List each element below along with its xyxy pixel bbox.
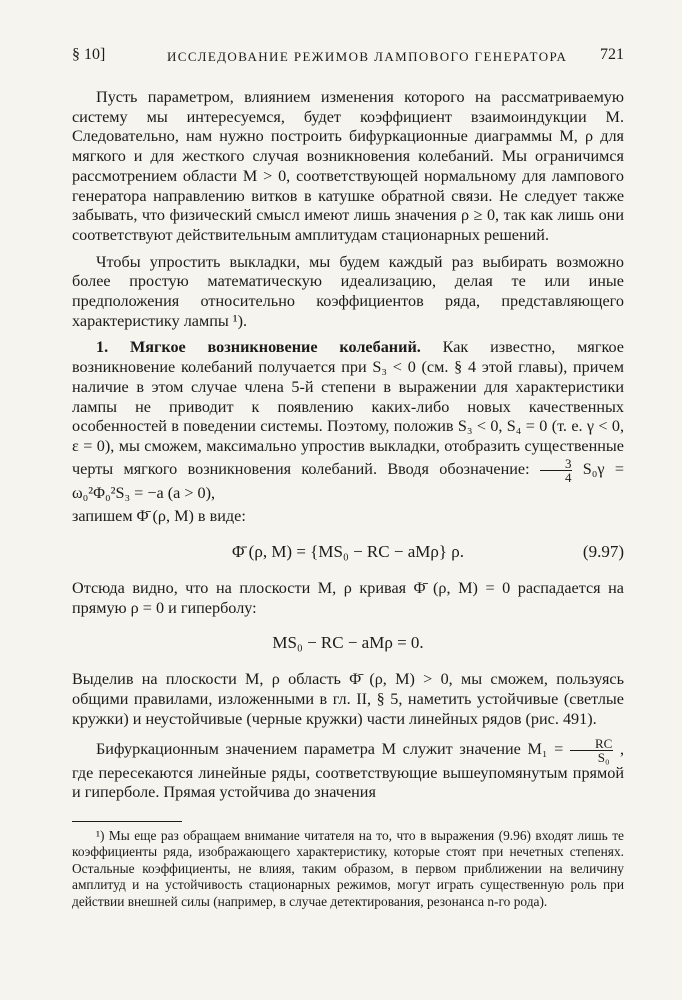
page-number: 721 <box>600 46 624 63</box>
equation-hyperbola <box>72 632 624 654</box>
equation-9-97 <box>72 541 624 563</box>
paragraph-3-end: запишем Φ̄ (ρ, M) в виде: <box>72 507 246 526</box>
page-body <box>72 88 624 910</box>
paragraph-5: Выделив на плоскости M, ρ область Φ̄ (ρ, M) > 0, мы сможем, пользуясь общими правилами, изложенными в гл. II, § 5, наметить устойчивые (светлые кружки) и неустойчивые (черные кружки) части линейных рядов (рис. 491). <box>72 670 624 728</box>
paragraph-2: Чтобы упростить выкладки, мы будем каждый раз выбирать возможно более простую математическую идеализацию, делая те или иные предположения относительно коэффициентов ряда, представляющего характеристику лампы ¹). <box>72 252 624 330</box>
paragraph-3-text: Как известно, мягкое возникновение колебаний получается при S₃ < 0 (см. § 4 этой главы), причем наличие в этом случае члена 5-й степени в выражении для характеристики лампы не приводит к появлению каких-либо новых качественных особенностей в поведении системы. Поэтому, положив S₃ < 0, S₄ = 0 (т. е. γ < 0, ε = 0), мы сможем, максимально упростив выкладки, отобразить существенные черты мягкого возникновения колебаний. Вводя обозначение: <box>72 338 624 478</box>
running-title: ИССЛЕДОВАНИЕ РЕЖИМОВ ЛАМПОВОГО ГЕНЕРАТОРА <box>167 49 568 64</box>
paragraph-4: Отсюда видно, что на плоскости M, ρ кривая Φ̄ (ρ, M) = 0 распадается на прямую ρ = 0 и гиперболу: <box>72 579 624 617</box>
fraction-rc-s0: $\frac{RC}{\text{S₀}}$ <box>570 737 613 764</box>
equation-9-97-body: Φ̄ (ρ, M) = {MS₀ − RC − aMρ} ρ. <box>232 542 464 562</box>
section-ref: § 10] <box>72 46 106 63</box>
fraction-three-quarters: $\frac{3}{4}$ <box>540 457 573 484</box>
inline-formula: S₀γ = ω₀²Φ₀²S₃ = −a (a > 0), <box>72 459 624 502</box>
paragraph-6-end: , где пересекаются линейные ряды, соответствующие вышеупомянутым прямой и гиперболе. Прямая устойчива до значения <box>72 739 625 802</box>
paragraph-3 <box>72 338 624 503</box>
equation-hyperbola-body: MS₀ − RC − aMρ = 0. <box>272 633 424 653</box>
running-header <box>72 46 624 68</box>
paragraph-6 <box>72 737 624 803</box>
paragraph-1: Пусть параметром, влиянием изменения которого на рассматриваемую систему мы интересуемся, будет коэффициент взаимоиндукции M. Следовательно, нам нужно построить бифуркационные диаграммы M, ρ для мягкого и для жесткого случая возникновения колебаний. Мы ограничимся рассмотрением области M > 0, соответствующей нормальному для лампового генератора направлению витков в катушке обратной связи. Не следует также забывать, что физический смысл имеют лишь значения ρ ≥ 0, так как лишь они соответствуют действительным амплитудам стационарных решений. <box>72 88 624 244</box>
subsection-heading: 1. Мягкое возникновение колебаний. <box>96 338 421 357</box>
footnote: ¹) Мы еще раз обращаем внимание читателя на то, что в выражения (9.96) входят лишь те коэффициенты ряда, изображающего характеристику, которые стоят при нечетных степенях. Остальные коэффициенты, не влияя, таким образом, в первом приближении на величину амплитуд и на устойчивость стационарных режимов, могут играть существенную роль при действии внешней силы (например, в случае детектирования, резонанса n-го рода). <box>72 827 624 909</box>
paragraph-6-start: Бифуркационным значением параметра M служит значение M₁ = <box>96 739 564 758</box>
footnote-rule <box>72 821 182 822</box>
equation-number: (9.97) <box>582 542 624 562</box>
